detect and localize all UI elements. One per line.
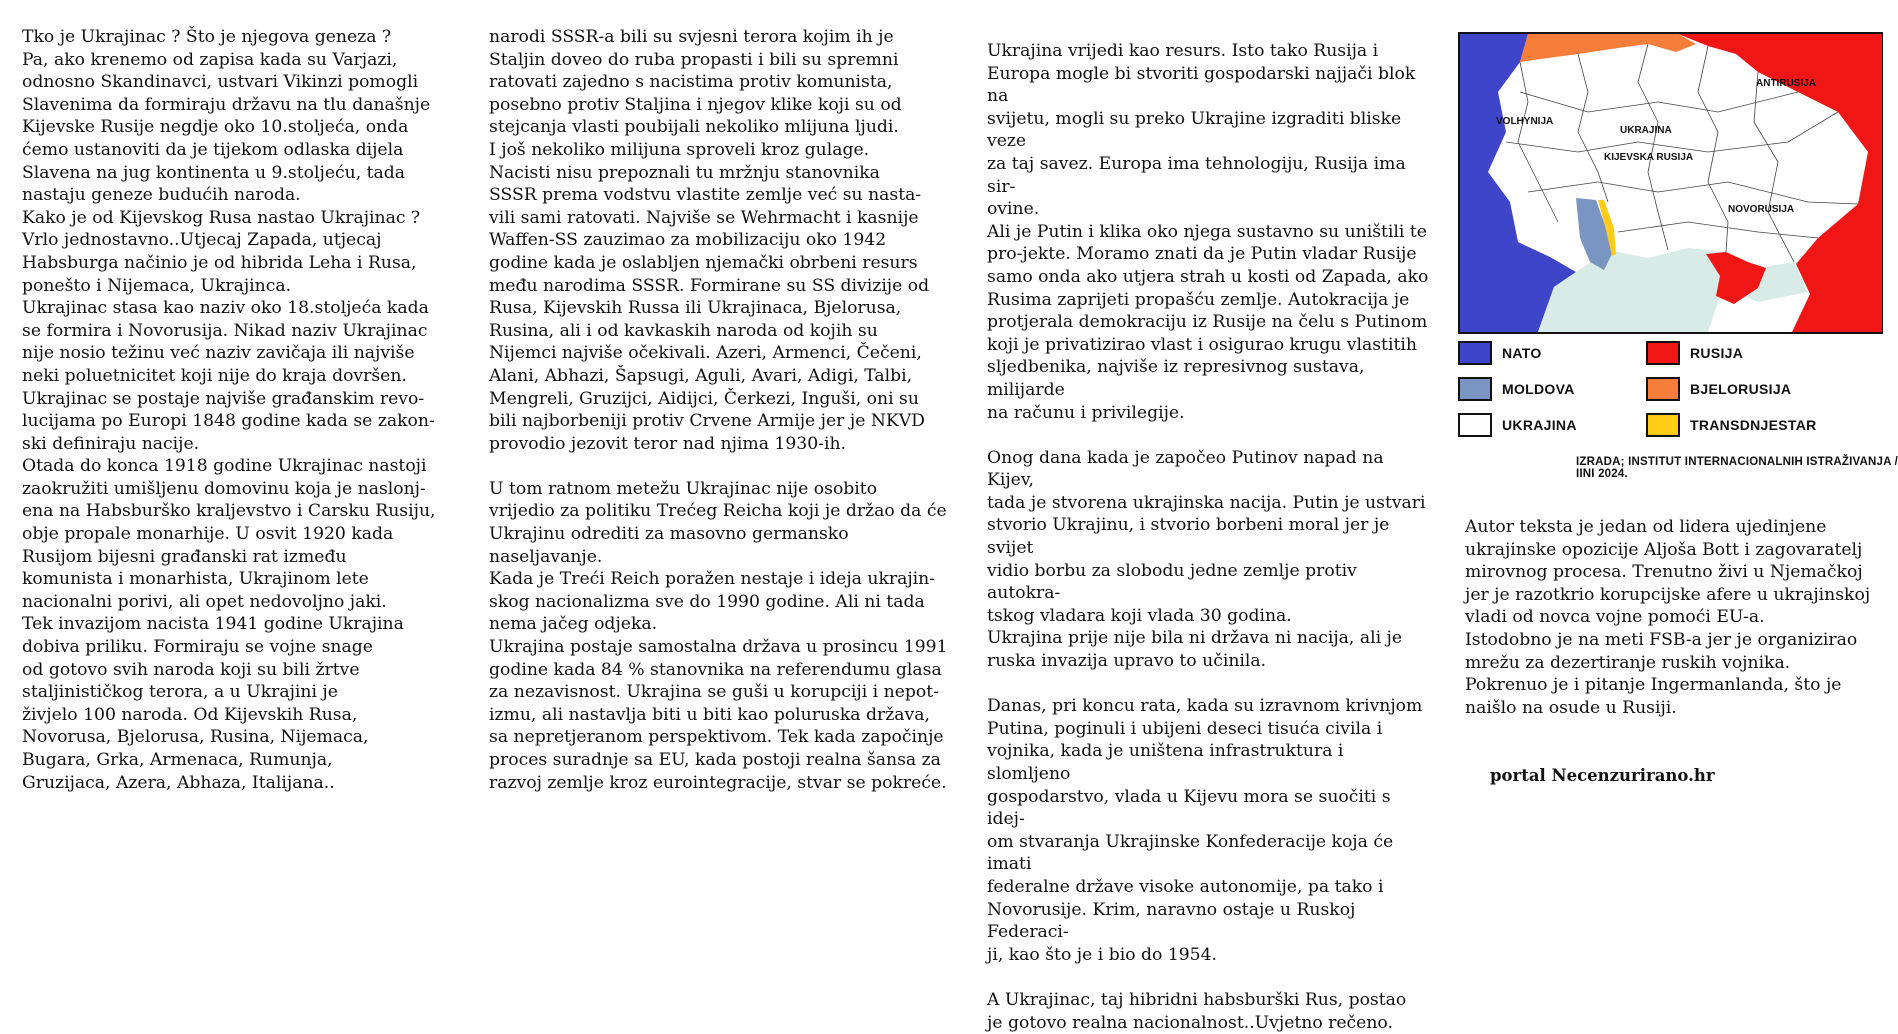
text-line: nastaju geneze budućih naroda. xyxy=(22,185,301,206)
portal-credit: portal Necenzurirano.hr xyxy=(1490,766,1715,785)
text-line: živjelo 100 naroda. Od Kijevskih Rusa, xyxy=(22,704,358,725)
text-line: ruska invazija upravo to učinila. xyxy=(987,651,1267,672)
text-line: Slavenima da formiraju državu na tlu današnje xyxy=(22,94,431,115)
text-line: za nezavisnost. Ukrajina se guši u korupciji i nepot- xyxy=(489,682,939,703)
text-line: dobiva priliku. Formiraju se vojne snage xyxy=(22,637,373,658)
text-line: sljedbenika, najviše iz represivnog sustava, milijarde xyxy=(987,357,1365,400)
article-column-1 xyxy=(22,26,442,794)
text-line: nacionalni porivi, ali opet nedovoljno jaki. xyxy=(22,591,387,612)
text-line: od gotovo svih naroda koji su bili žrtve xyxy=(22,659,360,680)
text-line: stvorio Ukrajinu, i stvorio borbeni moral jer je svijet xyxy=(987,515,1390,559)
text-line: A Ukrajinac, taj hibridni habsburški Rus, postao xyxy=(987,989,1407,1010)
text-line: Pa, ako krenemo od zapisa kada su Varjazi, xyxy=(22,49,398,70)
legend-ukrajina: UKRAJINA xyxy=(1458,412,1577,438)
text-line: provodio jezovit teror nad njima 1930-ih. xyxy=(489,433,847,454)
text-line: pro-jekte. Moramo znati da je Putin vladar Rusije xyxy=(987,244,1417,265)
text-line: Tko je Ukrajinac ? Što je njegova geneza ? xyxy=(22,27,392,47)
text-line: tada je stvorena ukrajinska nacija. Putin je ustvari xyxy=(987,492,1426,513)
text-line: zaokružiti umišljenu domovinu koja je naslonj- xyxy=(22,478,426,499)
text-line: vidio borbu za slobodu jedne zemlje protiv autokra- xyxy=(987,560,1357,604)
text-line: ćemo ustanoviti da je tijekom odlaska dijela xyxy=(22,139,404,160)
map-label-ukrajina: UKRAJINA xyxy=(1620,125,1672,136)
text-line: Alani, Abhazi, Šapsugi, Aguli, Avari, Adigi, Talbi, xyxy=(489,365,913,386)
text-line: Habsburga načinio je od hibrida Leha i Rusa, xyxy=(22,252,417,273)
article-column-2 xyxy=(489,26,949,794)
text-line: neki poluetnicitet koji nije do kraja dovršen. xyxy=(22,365,407,386)
text-line: se formira i Novorusija. Nikad naziv Ukrajinac xyxy=(22,320,428,341)
legend-bjelorusija: BJELORUSIJA xyxy=(1646,376,1791,402)
text-line: vrijedio za politiku Trećeg Reicha koji je držao da će xyxy=(489,501,947,522)
text-line: godine kada 84 % stanovnika na referendumu glasa xyxy=(489,659,942,680)
map-credit: IZRADA; INSTITUT INTERNACIONALNIH ISTRAŽIVANJA / IINI 2024. xyxy=(1576,456,1898,480)
text-line: Rusa, Kijevskih Russa ili Ukrajinaca, Bjelorusa, xyxy=(489,298,902,319)
text-line: nema jačeg odjeka. xyxy=(489,614,658,635)
text-line: Vrlo jednostavno..Utjecaj Zapada, utjecaj xyxy=(22,230,382,251)
text-line: koji je privatizirao vlast i osigurao krugu vlastitih xyxy=(987,334,1417,355)
text-line: skog nacionalizma sve do 1990 godine. Ali ni tada xyxy=(489,591,925,612)
text-line: ratovati zajedno s nacistima protiv komunista, xyxy=(489,72,893,93)
text-line: federalne države visoke autonomije, pa tako i xyxy=(987,876,1384,897)
text-line: odnosno Skandinavci, ustvari Vikinzi pomogli xyxy=(22,72,419,93)
text-line: lucijama po Europi 1848 godine kada se zakon- xyxy=(22,411,435,432)
legend-transdnjestar: TRANSDNJESTAR xyxy=(1646,412,1817,438)
text-line: izmu, ali nastavlja biti u biti kao poluruska država, xyxy=(489,704,930,725)
text-line: SSSR prema vodstvu vlastite zemlje već su nasta- xyxy=(489,185,922,206)
text-line xyxy=(987,424,1432,447)
text-line: Ukrajinac stasa kao naziv oko 18.stoljeća kada xyxy=(22,298,429,319)
text-line: ena na Habsburško kraljevstvo i Carsku Rusiju, xyxy=(22,501,436,522)
text-line: Ukrajina prije nije bila ni država ni nacija, ali je xyxy=(987,628,1403,649)
text-line: Istodobno je na meti FSB-a jer je organizirao xyxy=(1465,629,1858,650)
text-line: među narodima SSSR. Formirane su SS divizije od xyxy=(489,275,930,296)
text-line: proces suradnje sa EU, kada postoji realna šansa za xyxy=(489,750,941,770)
text-line: je gotovo realna nacionalnost..Uvjetno rečeno. xyxy=(987,1012,1393,1033)
text-line: komunista i monarhista, Ukrajinom lete xyxy=(22,569,369,590)
map-label-novorusija: NOVORUSIJA xyxy=(1728,204,1795,215)
text-line: Slavena na jug kontinenta u 9.stoljeću, tada xyxy=(22,162,406,183)
text-line: ski definiraju nacije. xyxy=(22,433,200,454)
text-line: ji, kao što je i bio do 1954. xyxy=(987,944,1218,965)
text-line: Novorusa, Bjelorusa, Rusina, Nijemaca, xyxy=(22,727,369,748)
text-line: mrežu za dezertiranje ruskih vojnika. xyxy=(1465,652,1791,673)
text-line: Europa mogle bi stvoriti gospodarski najjači blok na xyxy=(987,63,1416,107)
text-line: Kada je Treći Reich poražen nestaje i ideja ukrajin- xyxy=(489,569,936,590)
text-line: jer je razotkrio korupcijske afere u ukrajinskoj xyxy=(1465,584,1871,605)
text-line: Mengreli, Gruzijci, Aidijci, Čerkezi, Inguši, oni su xyxy=(489,388,919,409)
map-label-kijevska: KIJEVSKA RUSIJA xyxy=(1604,152,1694,163)
text-line: naseljavanje. xyxy=(489,546,603,567)
text-line: godine kada je oslabljen njemački obrbeni resurs xyxy=(489,252,918,273)
ukraine-map xyxy=(1458,32,1883,334)
text-line: tskog vladara koji vlada 30 godina. xyxy=(987,605,1292,626)
text-line: mirovnog procesa. Trenutno živi u Njemačkoj xyxy=(1465,562,1863,583)
text-line: na računu i privilegije. xyxy=(987,402,1185,423)
text-line: vili sami ratovati. Najviše se Wehrmacht i kasnije xyxy=(489,207,919,228)
text-line: bili najborbeniji protiv Crvene Armije jer je NKVD xyxy=(489,411,925,432)
text-line: sa nepretjeranom perspektivom. Tek kada započinje xyxy=(489,727,944,748)
text-line: za taj savez. Europa ima tehnologiju, Rusija ima sir- xyxy=(987,153,1406,197)
article-column-3 xyxy=(987,40,1432,1034)
legend-moldova: MOLDOVA xyxy=(1458,376,1575,402)
legend-nato: NATO xyxy=(1458,340,1542,366)
text-line: Kijevske Rusije negdje oko 10.stoljeća, onda xyxy=(22,117,409,138)
text-line xyxy=(987,966,1432,989)
text-line: Ali je Putin i klika oko njega sustavno su uništili te xyxy=(987,221,1427,242)
text-line: stejcanja vlasti poubijali nekoliko mlijuna ljudi. xyxy=(489,117,899,138)
text-line: Tek invazijom nacista 1941 godine Ukrajina xyxy=(22,614,404,635)
text-line: nije nosio težinu već naziv zavičaja ili najviše xyxy=(22,343,415,364)
text-line: staljinističkog terora, a u Ukrajini je xyxy=(22,682,338,703)
text-line: Ukrajina vrijedi kao resurs. Isto tako Rusija i xyxy=(987,41,1379,61)
map-label-antirusija: ANTIRUSIJA xyxy=(1756,78,1817,89)
text-line: Danas, pri koncu rata, kada su izravnom krivnjom xyxy=(987,696,1423,717)
text-line: vladi od novca vojne pomoći EU-a. xyxy=(1465,607,1765,628)
text-line: narodi SSSR-a bili su svjesni terora kojim ih je xyxy=(489,27,894,47)
text-line: U tom ratnom metežu Ukrajinac nije osobito xyxy=(489,478,878,499)
text-line: Otada do konca 1918 godine Ukrajinac nastoji xyxy=(22,456,427,477)
text-line: Ukrajinac se postaje najviše građanskim revo- xyxy=(22,388,425,409)
text-line: Gruzijaca, Azera, Abhaza, Italijana.. xyxy=(22,772,335,793)
text-line: svijetu, mogli su preko Ukrajine izgraditi bliske veze xyxy=(987,108,1402,152)
text-line: Pokrenuo je i pitanje Ingermanlanda, što je xyxy=(1465,675,1842,696)
text-line: Waffen-SS zauzimao za mobilizaciju oko 1942 xyxy=(489,230,887,251)
text-line: Kako je od Kijevskog Rusa nastao Ukrajinac ? xyxy=(22,207,421,228)
text-line: Novorusije. Krim, naravno ostaje u Ruskoj Federaci- xyxy=(987,899,1356,943)
text-line: Putina, poginuli i ubijeni deseci tisuća civila i xyxy=(987,718,1383,739)
text-line: samo onda ako utjera strah u kosti od Zapada, ako xyxy=(987,266,1429,287)
text-line: razvoj zemlje kroz eurointegracije, stvar se pokreće. xyxy=(489,772,947,793)
text-line: Bugara, Grka, Armenaca, Rumunja, xyxy=(22,750,333,770)
text-line: ukrajinske opozicije Aljoša Bott i zagovaratelj xyxy=(1465,539,1863,560)
text-line xyxy=(489,455,949,478)
text-line: naišlo na osude u Rusiji. xyxy=(1465,697,1677,718)
text-line: ponešto i Nijemaca, Ukrajinca. xyxy=(22,275,292,296)
text-line: Autor teksta je jedan od lidera ujedinjene xyxy=(1465,517,1827,537)
text-line: Staljin doveo do ruba propasti i bili su spremni xyxy=(489,49,899,70)
text-line: Nacisti nisu prepoznali tu mržnju stanovnika xyxy=(489,162,880,183)
text-line xyxy=(987,673,1432,696)
text-line: Rusima zaprijeti propašću zemlje. Autokracija je xyxy=(987,289,1410,310)
text-line: Rusijom bijesni građanski rat između xyxy=(22,546,347,567)
text-line: Ukrajina postaje samostalna država u prosincu 1991 xyxy=(489,637,948,658)
text-line: obje propale monarhije. U osvit 1920 kada xyxy=(22,524,394,545)
text-line: Onog dana kada je započeo Putinov napad na Kijev, xyxy=(987,447,1384,491)
text-line: vojnika, kada je uništena infrastruktura i slomljeno xyxy=(987,741,1344,784)
legend-rusija: RUSIJA xyxy=(1646,340,1743,366)
text-line: I još nekoliko milijuna sproveli kroz gulage. xyxy=(489,139,870,160)
text-line: Nijemci najviše očekivali. Azeri, Armenci, Čečeni, xyxy=(489,343,922,364)
text-line: ovine. xyxy=(987,199,1040,220)
text-line: protjerala demokraciju iz Rusije na čelu s Putinom xyxy=(987,312,1428,333)
text-line: Rusina, ali i od kavkaskih naroda od kojih su xyxy=(489,320,878,341)
text-line: gospodarstvo, vlada u Kijevu mora se suočiti s idej- xyxy=(987,786,1391,830)
text-line: om stvaranja Ukrajinske Konfederacije koja će imati xyxy=(987,831,1394,875)
map-label-volhynija: VOLHYNIJA xyxy=(1496,116,1554,127)
text-line: Ukrajinu odrediti za masovno germansko xyxy=(489,524,849,545)
text-line: posebno protiv Staljina i njegov klike koji su od xyxy=(489,94,902,115)
author-note xyxy=(1465,516,1875,719)
